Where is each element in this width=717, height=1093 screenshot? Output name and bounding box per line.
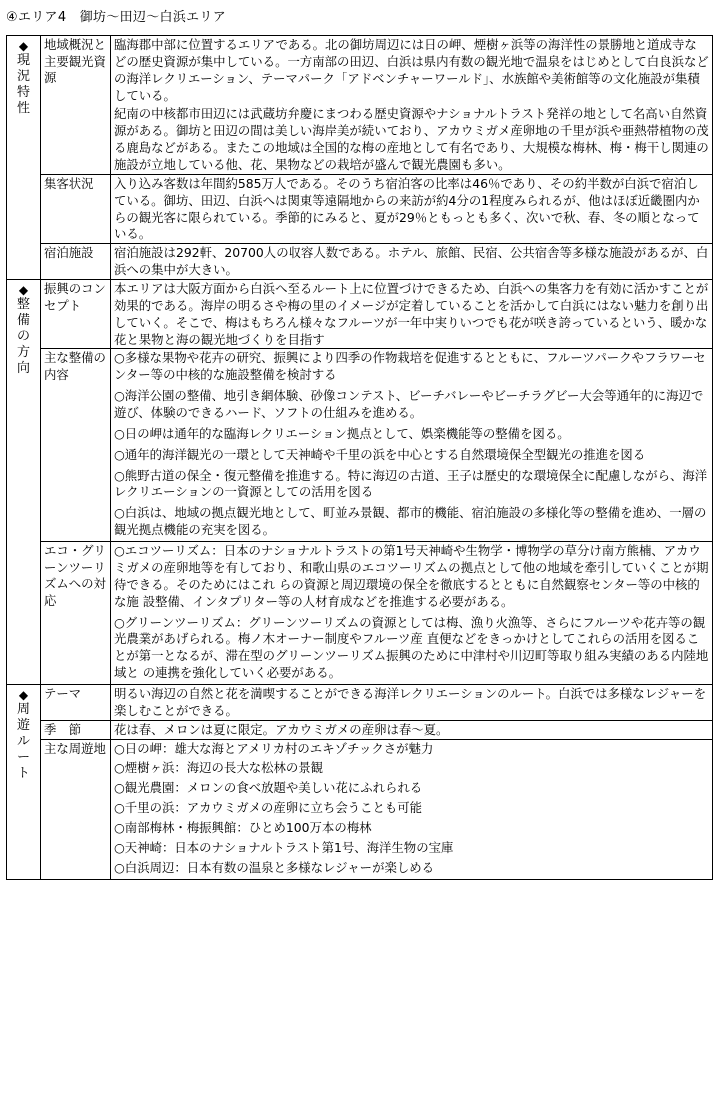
diamond-bullet-icon: ◆ bbox=[18, 283, 29, 298]
list-item: ○白浜は、地域の拠点観光地として、町並み景観、都市的機能、宿泊施設の多様化等の整備を進め、一層の観光拠点機能の充実を図る。 bbox=[114, 505, 707, 538]
row-content: 本エリアは大阪方面から白浜へ至るルート上に位置づけできるため、白浜への集客力を有効に活かすことが効果的である。海岸の明るさや梅の里のイメージが定着していることを活かして白浜にはない魅力を創り出していく。そこで、梅はもちろん様々なフルーツが一年中実りいつでも花が咲き誇っているという、暖かな花と果物と海の観光地づくりを目指す bbox=[111, 280, 713, 349]
row-label: 宿泊施設 bbox=[41, 244, 111, 280]
table-row bbox=[7, 36, 713, 175]
list-item: ○煙樹ヶ浜：海辺の長大な松林の景観 bbox=[114, 760, 324, 776]
row-content: 明るい海辺の自然と花を満喫することができる海洋レクリエーションのルート。白浜では多様なレジャーを楽しむことができる。 bbox=[111, 684, 713, 720]
page-title: ④エリア4 御坊〜田辺〜白浜エリア bbox=[6, 10, 227, 25]
table-row bbox=[7, 349, 713, 542]
section-label-current-status: ◆ 現 況 特 性 bbox=[7, 36, 41, 280]
row-label: テーマ bbox=[41, 684, 111, 720]
table-row bbox=[7, 542, 713, 685]
list-item: ○エコツーリズム：日本のナショナルトラストの第1号天神崎や生物学・博物学の草分け南方熊楠、アカウミガメの産卵地等を有しており、和歌山県のエコツーリズムの拠点として他の地域を牽引していくことが期待できる。そのためにはこれ らの資源と周辺環境の保全を徹底するとともに自然観察センター等の中核的な施 設整備、インタプリター等の人材育成などを推進する必要がある。 bbox=[114, 543, 709, 609]
row-content bbox=[111, 349, 713, 542]
list-item: ○多様な果物や花卉の研究、振興により四季の作物栽培を促進するとともに、フルーツパークやフラワーセンター等の中核的な施設整備を検討する bbox=[114, 350, 706, 383]
diamond-bullet-icon: ◆ bbox=[18, 687, 29, 702]
list-item: ○観光農園：メロンの食べ放題や美しい花にふれられる bbox=[114, 780, 423, 796]
row-content: 宿泊施設は292軒、20700人の収容人数である。ホテル、旅館、民宿、公共宿舎等多様な施設があるが、白浜への集中が大きい。 bbox=[111, 244, 713, 280]
list-item: ○白浜周辺：日本有数の温泉と多様なレジャーが楽しめる bbox=[114, 859, 435, 875]
area-table bbox=[6, 35, 713, 880]
row-label: 振興のコンセプト bbox=[41, 280, 111, 349]
list-item: ○天神崎：日本のナショナルトラスト第1号、海洋生物の宝庫 bbox=[114, 839, 454, 855]
section-label-tour-route: ◆ 周 遊 ル ー ト bbox=[7, 684, 41, 879]
row-label: 主な周遊地 bbox=[41, 739, 111, 879]
row-content bbox=[111, 739, 713, 879]
row-content: 臨海郡中部に位置するエリアである。北の御坊周辺には日の岬、煙樹ヶ浜等の海洋性の景勝地と道成寺などの歴史資源が集中している。一方南部の田辺、白浜は県内有数の観光地で温泉をはじめとして白良浜などの海洋レクリエーション、テーマパーク「アドベンチャーワールド」、水族館や美術館等の文化施設が集積している。 紀南の中核都市田辺には武蔵坊弁慶にまつわる歴史資源やナショナルトラスト発祥の地として名高い自然資源がある。御坊と田辺の間は美しい海岸美が続いており、アカウミガメ産卵地の千里が浜や亜熱帯植物の茂る鹿島などがある。またこの地域は全国的な梅の産地として有名であり、大規模な梅林、梅・梅干し関連の施設が立地している他、花、果物などの栽培が盛んで観光農園も多い。 bbox=[111, 36, 713, 175]
row-label: 集客状況 bbox=[41, 174, 111, 243]
list-item: ○海洋公園の整備、地引き網体験、砂像コンテスト、ビーチバレーやビーチラグビー大会等通年的に海辺で遊び、体験のできるハード、ソフトの仕組みを進める。 bbox=[114, 388, 704, 421]
row-label: エコ・グリーンツーリズムへの対応 bbox=[41, 542, 111, 685]
list-item: ○南部梅林・梅振興館：ひとめ100万本の梅林 bbox=[114, 819, 372, 835]
table-row bbox=[7, 720, 713, 739]
list-item: ○グリーンツーリズム：グリーンツーリズムの資源としては梅、漁り火漁等、さらにフルーツや花卉等の観光農業があげられる。梅ノ木オーナー制度やフルーツ産 直便などをきっかけとしてこれらの活用を図ることが第一となるが、滞在型のグリーンツーリズム振興のために中津村や川辺町等取り組み実績のある内陸地域と の連携を強化していく必要がある。 bbox=[114, 614, 709, 681]
table-row bbox=[7, 739, 713, 879]
row-label: 地域概況と主要観光資源 bbox=[41, 36, 111, 175]
table-row bbox=[7, 174, 713, 243]
list-item: ○千里の浜：アカウミガメの産卵に立ち会うことも可能 bbox=[114, 800, 423, 816]
list-item: ○熊野古道の保全・復元整備を推進する。特に海辺の古道、王子は歴史的な環境保全に配慮しながら、海洋レクリエーションの一資源としての活用を図る bbox=[114, 467, 708, 500]
row-content: 花は春、メロンは夏に限定。アカウミガメの産卵は春〜夏。 bbox=[111, 720, 713, 739]
table-row bbox=[7, 280, 713, 349]
diamond-bullet-icon: ◆ bbox=[18, 39, 29, 53]
section-label-development-direction: ◆ 整 備 の 方 向 bbox=[7, 280, 41, 685]
row-label: 季 節 bbox=[41, 720, 111, 739]
list-item: ○通年的海洋観光の一環として天神崎や千里の浜を中心とする自然環境保全型観光の推進を図る bbox=[114, 446, 646, 462]
row-content bbox=[111, 542, 713, 685]
list-item: ○日の岬：雄大な海とアメリカ村のエキゾチックさが魅力 bbox=[114, 740, 434, 756]
row-label: 主な整備の内容 bbox=[41, 349, 111, 542]
row-content: 入り込み客数は年間約585万人である。そのうち宿泊客の比率は46％であり、その約半数が白浜で宿泊している。御坊、田辺、白浜へは関東等遠隔地からの来訪が約4分の1程度みられるが、他はほぼ近畿圏内からの観光客に限られている。季節的にみると、夏が29％ともっとも多く、次いで秋、春、冬の順となっている。 bbox=[111, 174, 713, 243]
list-item: ○日の岬は通年的な臨海レクリエーション拠点として、娯楽機能等の整備を図る。 bbox=[114, 425, 570, 441]
table-row bbox=[7, 684, 713, 720]
table-row bbox=[7, 244, 713, 280]
